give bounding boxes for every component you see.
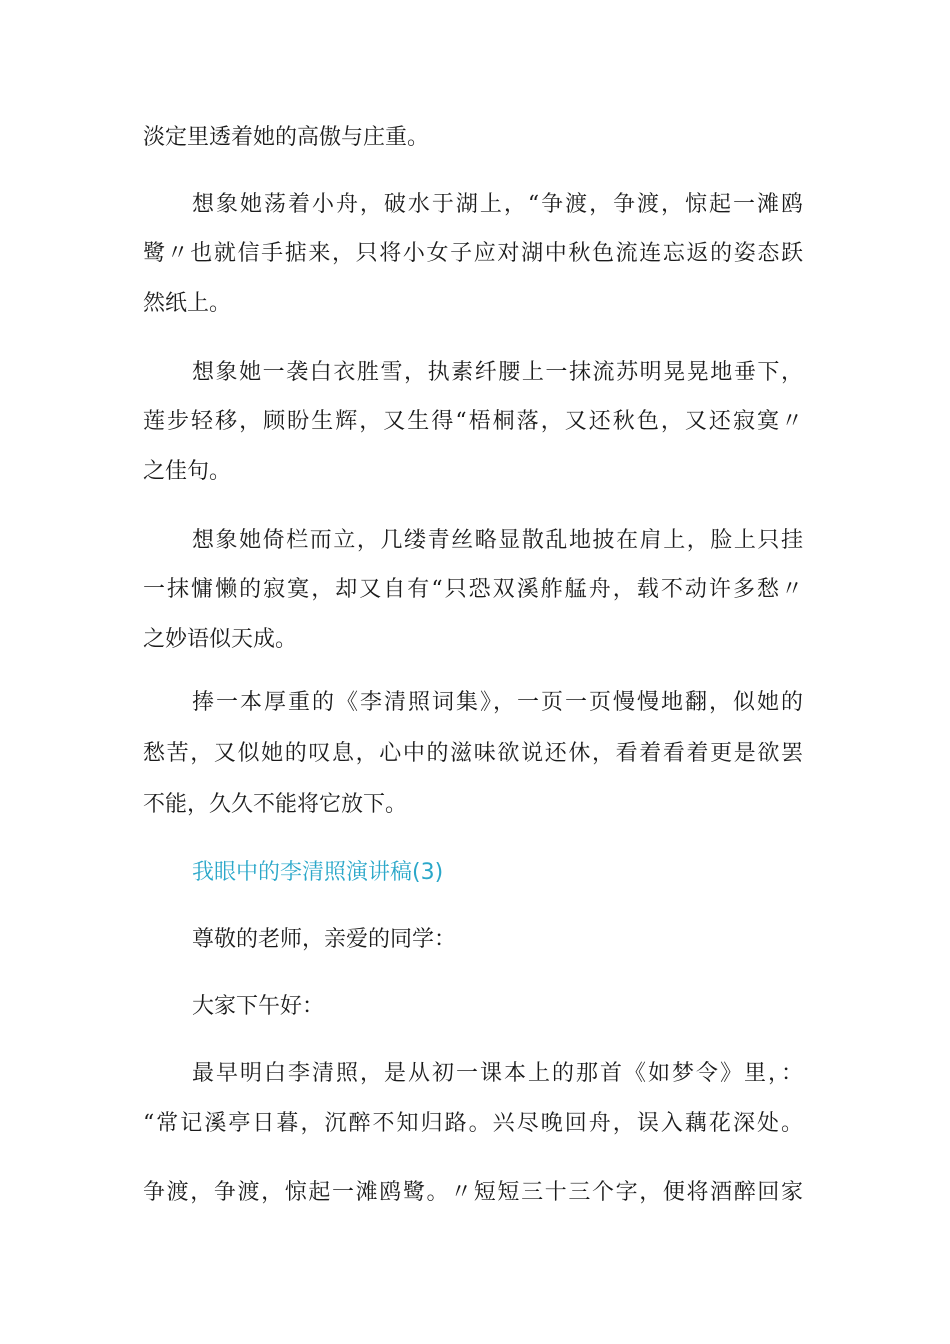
paragraph-line: 莲步轻移，顾盼生辉，又生得“梧桐落，又还秋色，又还寂寞〃 — [143, 409, 803, 434]
paragraph-line: 不能，久久不能将它放下。 — [143, 792, 408, 817]
paragraph-line: 想象她倚栏而立，几缕青丝略显散乱地披在肩上，脸上只挂 — [192, 528, 803, 553]
paragraph-line: “常记溪亭日暮，沉醉不知归路。兴尽晚回舟，误入藕花深处。 — [143, 1111, 803, 1136]
paragraph-line: 想象她一袭白衣胜雪，执素纤腰上一抹流苏明晃晃地垂下， — [192, 360, 803, 385]
paragraph-line: 然纸上。 — [143, 291, 232, 316]
salutation: 尊敬的老师，亲爱的同学： — [192, 927, 457, 952]
paragraph-line: 最早明白李清照，是从初一课本上的那首《如梦令》里，： — [192, 1061, 803, 1086]
paragraph-line: 淡定里透着她的高傲与庄重。 — [143, 125, 430, 150]
greeting: 大家下午好： — [192, 994, 325, 1019]
paragraph-line: 鹭〃也就信手掂来，只将小女子应对湖中秋色流连忘返的姿态跃 — [143, 241, 803, 266]
paragraph-line: 愁苦，又似她的叹息，心中的滋味欲说还休，看着看着更是欲罢 — [143, 741, 803, 766]
paragraph-line: 一抹慵懒的寂寞，却又自有“只恐双溪舴艋舟，载不动许多愁〃 — [143, 577, 803, 602]
paragraph-line: 之佳句。 — [143, 459, 232, 484]
paragraph-line: 争渡，争渡，惊起一滩鸥鹭。〃短短三十三个字，便将酒醉回家 — [143, 1180, 803, 1205]
section-heading: 我眼中的李清照演讲稿(3) — [192, 860, 444, 885]
paragraph-line: 捧一本厚重的《李清照词集》，一页一页慢慢地翻，似她的 — [192, 690, 803, 715]
paragraph-line: 想象她荡着小舟，破水于湖上，“争渡，争渡，惊起一滩鸥 — [192, 192, 803, 217]
paragraph-line: 之妙语似天成。 — [143, 627, 298, 652]
